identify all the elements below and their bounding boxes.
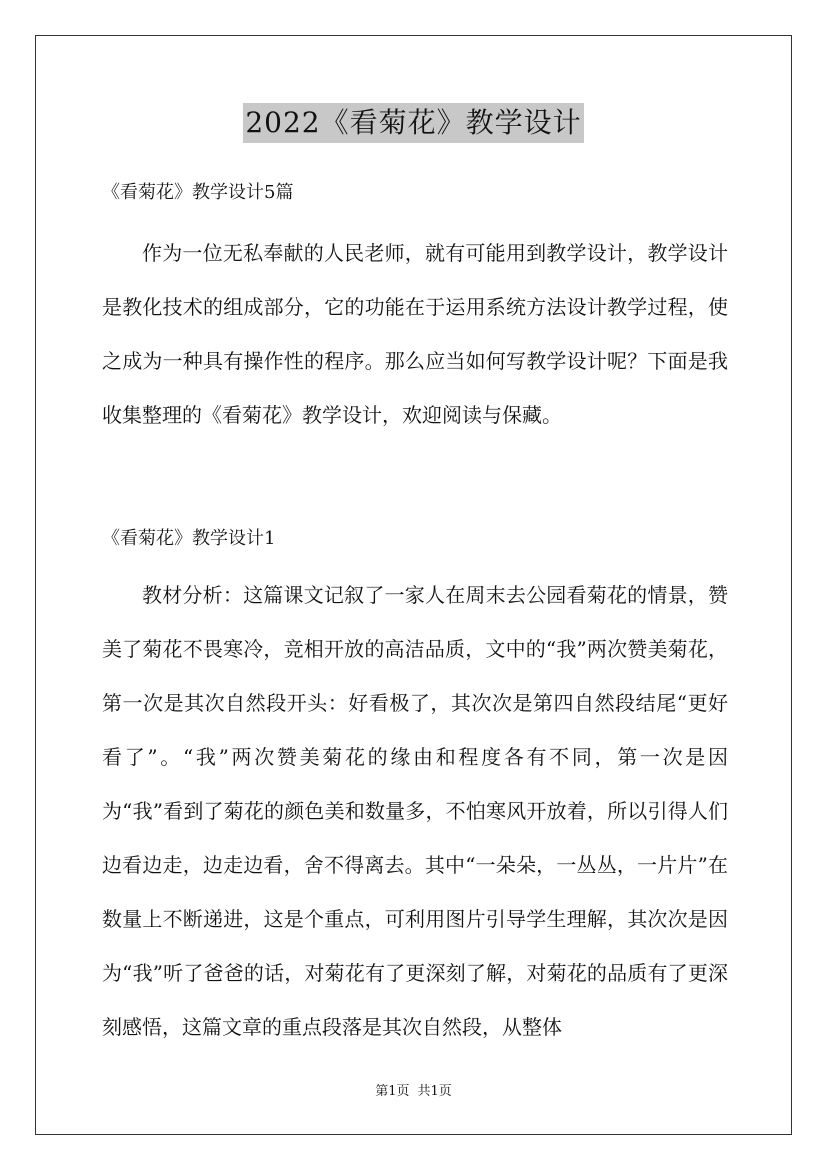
document-title-text: 2022《看菊花》教学设计 (243, 103, 583, 143)
document-body (102, 175, 728, 1054)
section-heading: 《看菊花》教学设计1 (102, 528, 276, 549)
section-paragraph: 教材分析：这篇课文记叙了一家人在周末去公园看菊花的情景，赞美了菊花不畏寒冷，竞相开放的高洁品质，文中的“我”两次赞美菊花，第一次是其次自然段开头：好看极了，其次次是第四自然段结尾“更好看了”。“我”两次赞美菊花的缘由和程度各有不同，第一次是因为“我”看到了菊花的颜色美和数量多，不怕寒风开放着，所以引得人们边看边走，边走边看，舍不得离去。其中“一朵朵，一丛丛，一片片”在数量上不断递进，这是个重点，可利用图片引导学生理解，其次次是因为“我”听了爸爸的话，对菊花有了更深刻了解，对菊花的品质有了更深刻感悟，这篇文章的重点段落是其次自然段，从整体 (102, 583, 728, 1039)
page-footer (0, 1083, 827, 1101)
page-number-total: 共1页 (417, 1084, 452, 1099)
document-title (0, 102, 827, 143)
page-number-current: 第1页 (375, 1084, 410, 1099)
intro-paragraph: 作为一位无私奉献的人民老师，就有可能用到教学设计，教学设计是教化技术的组成部分，它的功能在于运用系统方法设计教学过程，使之成为一种具有操作性的程序。那么应当如何写教学设计呢？下面是我收集整理的《看菊花》教学设计，欢迎阅读与保藏。 (102, 241, 728, 427)
document-subtitle: 《看菊花》教学设计5篇 (102, 182, 294, 203)
